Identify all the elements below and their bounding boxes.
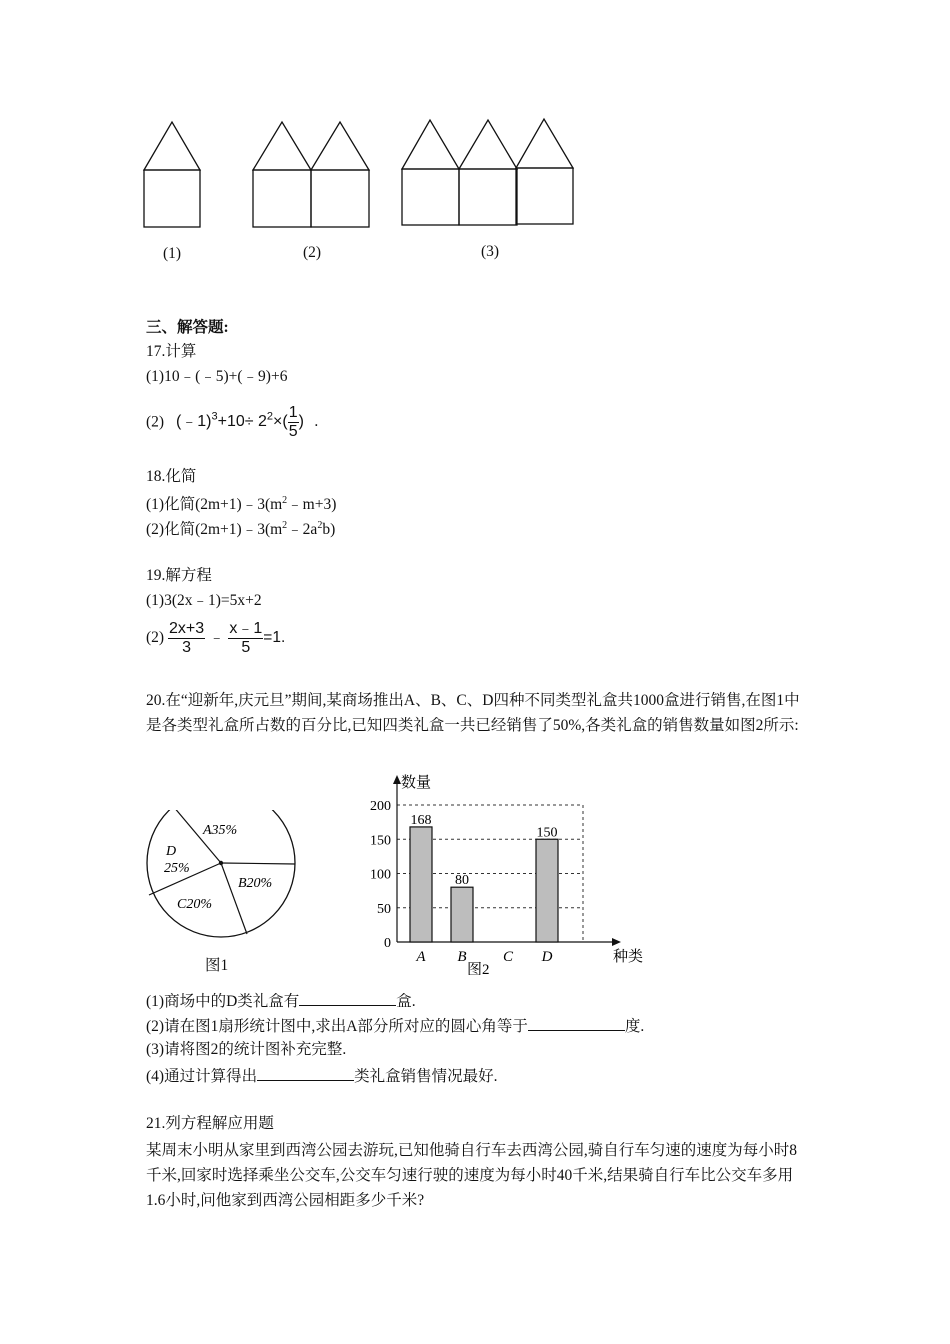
q18-p1-sup: 2 — [282, 495, 288, 506]
bar-chart — [355, 770, 655, 975]
bar-B — [451, 887, 473, 942]
bar-value-label-B: 80 — [455, 873, 469, 889]
q18-part1 — [146, 491, 336, 515]
q20-sub4 — [146, 1065, 497, 1087]
figure-label-1: (1) — [163, 245, 182, 262]
x-tick-label-B: B — [457, 949, 467, 965]
q20-text: 20.在“迎新年,庆元旦”期间,某商场推出A、B、C、D四种不同类型礼盒共1000盒进行销售,在图1中是各类型礼盒所占数的百分比,已知四类礼盒一共已经销售了50%,各类礼盒的销售数量如图2所示: — [146, 692, 800, 734]
q18-p1-a: (1)化简(2m+1)﹣3(m — [146, 496, 283, 514]
q17-fraction — [288, 404, 299, 441]
figure-label-2: (2) — [303, 244, 322, 261]
q20-sub3: (3)请将图2的统计图补充完整. — [146, 1041, 347, 1058]
q17-part2-label: (2) — [146, 413, 165, 431]
q17-exp: 3 — [211, 411, 218, 423]
q19-part2 — [146, 616, 285, 660]
q17-frac-den: 5 — [288, 422, 298, 440]
q18-p2-c: b) — [322, 521, 336, 539]
q20-sub4-blank[interactable] — [257, 1065, 354, 1081]
pie-slice-d-pct: 25% — [164, 861, 190, 876]
q19-f2-den: 5 — [241, 638, 251, 656]
q20-sub2-a: (2)请在图1扇形统计图中,求出A部分所对应的圆心角等于 — [146, 1018, 528, 1035]
q20-sub1-blank[interactable] — [299, 990, 396, 1006]
x-tick-label-D: D — [541, 949, 553, 965]
q17-expr-c: ×( — [273, 413, 288, 431]
pie-chart-title: 图1 — [205, 957, 229, 974]
q18-part2 — [146, 516, 335, 540]
q18-p2-a: (2)化简(2m+1)﹣3(m — [146, 521, 283, 539]
q17-part2 — [146, 397, 319, 440]
q18-title: 18.化简 — [146, 468, 197, 485]
q18-p2-b: ﹣2a — [287, 521, 318, 539]
pie-slice-b-label: B20% — [238, 876, 273, 891]
q21-title: 21.列方程解应用题 — [146, 1115, 274, 1132]
y-tick-label-0: 0 — [384, 936, 391, 951]
q17-expr-b: +10÷ 2 — [217, 413, 267, 431]
pie-divider-bc — [221, 863, 247, 934]
q19-minus: ﹣ — [208, 629, 225, 646]
pie-center — [219, 861, 223, 865]
section-title: 三、解答题: — [146, 319, 229, 336]
q17-exp2: 2 — [266, 411, 274, 423]
q19-p2-label: (2) — [146, 629, 165, 646]
pie-slice-d-label — [164, 844, 190, 876]
q20-sub4-b: 类礼盒销售情况最好. — [354, 1068, 498, 1085]
q17-expr-a: (﹣1) — [175, 413, 212, 431]
bar-value-label-D: 150 — [536, 825, 558, 841]
y-tick-label-50: 50 — [377, 901, 391, 917]
q18-p2-sup: 2 — [282, 520, 288, 531]
q19-part1: (1)3(2x﹣1)=5x+2 — [146, 592, 262, 609]
y-tick-label-100: 100 — [370, 867, 391, 883]
bar-D — [536, 839, 558, 942]
pie-divider-ab — [221, 863, 295, 864]
q20-sub2-blank[interactable] — [528, 1015, 625, 1031]
q19-f2-num: x﹣1 — [229, 619, 263, 637]
pie-slice-a-label: A35% — [203, 823, 238, 838]
q17-part1: (1)10﹣(﹣5)+(﹣9)+6 — [146, 368, 288, 385]
q21-text: 某周末小明从家里到西湾公园去游玩,已知他骑自行车去西湾公园,骑自行车匀速的速度为每小时8千米,回家时选择乘坐公交车,公交车匀速行驶的速度为每小时40千米,结果骑自行车比公交车多用1.6小时,问他家到西湾公园相距多少千米? — [146, 1142, 798, 1209]
q18-p1-b: ﹣m+3) — [287, 496, 337, 514]
q17-title: 17.计算 — [146, 343, 197, 360]
house-figure-3 — [402, 119, 573, 225]
q19-fraction-1 — [168, 620, 205, 657]
house-figure-2 — [253, 122, 369, 227]
y-tick-label-150: 150 — [370, 833, 391, 849]
y-tick-label-200: 200 — [370, 799, 391, 814]
q17-end: . — [314, 413, 319, 431]
q20-sub4-a: (4)通过计算得出 — [146, 1068, 258, 1085]
bar-A — [410, 827, 432, 942]
x-tick-label-C: C — [502, 949, 514, 965]
y-axis-arrow-icon — [393, 775, 401, 784]
q19-title: 19.解方程 — [146, 567, 212, 584]
q20-sub1-b: 盒. — [396, 993, 416, 1010]
bar-value-label-A: 168 — [410, 812, 432, 828]
q19-f1-num: 2x+3 — [168, 619, 205, 637]
pie-slice-d-letter: D — [166, 844, 177, 859]
q20-sub1 — [146, 990, 416, 1012]
house-figures — [130, 110, 590, 280]
bar-chart-title: 图2 — [467, 962, 490, 975]
q20-sub2 — [146, 1015, 644, 1037]
pie-slice-c-label: C20% — [177, 897, 212, 912]
q17-frac-num: 1 — [288, 403, 298, 421]
q20-sub1-a: (1)商场中的D类礼盒有 — [146, 993, 300, 1010]
figure-label-3: (3) — [481, 243, 500, 260]
q18-p2-sup2: 2 — [317, 520, 323, 531]
house-figure-1 — [144, 122, 200, 227]
q19-fraction-2 — [228, 620, 263, 657]
q17-expr-d: ) — [298, 413, 304, 431]
pie-chart — [140, 810, 305, 980]
x-axis-arrow-icon — [612, 938, 621, 946]
x-axis-label: 种类 — [613, 949, 644, 965]
q20-sub2-b: 度. — [624, 1018, 645, 1035]
q19-f1-den: 3 — [182, 638, 191, 656]
x-tick-label-A: A — [416, 949, 426, 965]
q19-rhs: =1. — [263, 629, 286, 646]
y-axis-label: 数量 — [401, 775, 432, 791]
